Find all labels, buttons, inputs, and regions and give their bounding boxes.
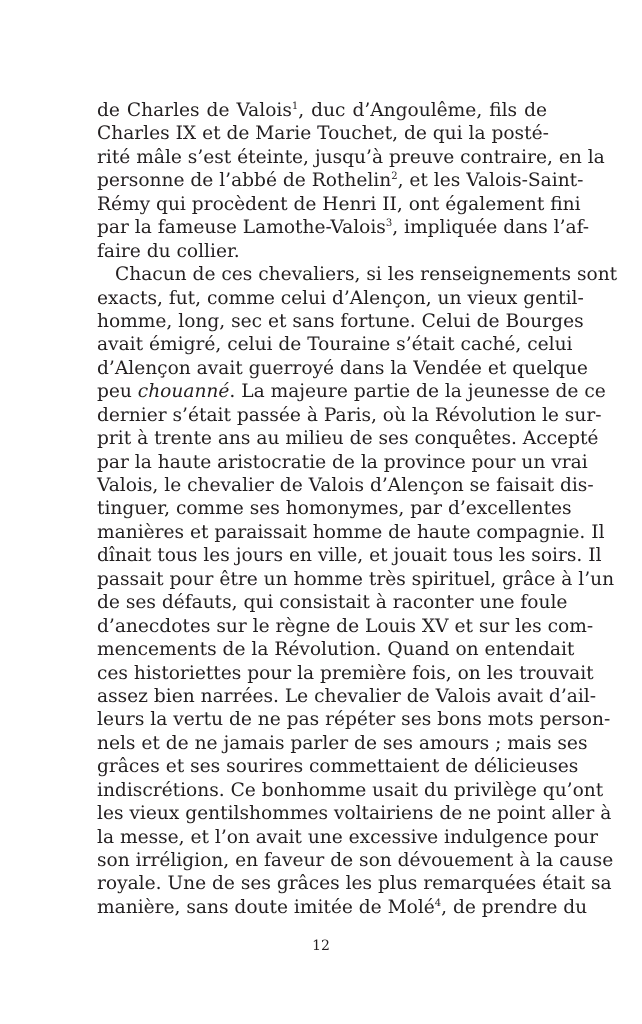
- text-line: [97, 216, 590, 239]
- text-run: d’Alençon avait guerroyé dans la Vendée et quelque: [97, 357, 588, 379]
- text-run: , et les Valois-Saint-: [397, 170, 584, 192]
- text-line: [97, 708, 611, 731]
- text-run: grâces et ses sourires commettaient de délicieuses: [97, 756, 579, 778]
- text-run: de ses défauts, qui consistait à raconter une foule: [97, 592, 568, 614]
- text-run: manières et paraissait homme de haute compagnie. Il: [97, 521, 605, 543]
- text-run: tinguer, comme ses homonymes, par d’excellentes: [97, 498, 572, 520]
- text-run: , impliquée dans l’af-: [392, 217, 590, 239]
- text-line: [97, 193, 581, 216]
- text-run: Valois, le chevalier de Valois d’Alençon se faisait dis-: [97, 475, 594, 496]
- text-line: [97, 755, 579, 778]
- text-line: [97, 521, 605, 544]
- text-line: [97, 638, 575, 661]
- text-run: indiscrétions. Ce bonhomme usait du privilège qu’ont: [97, 779, 604, 801]
- text-line: [97, 826, 598, 849]
- text-run: faire du collier.: [97, 240, 240, 262]
- body-text: [97, 99, 618, 919]
- text-line: [97, 310, 584, 333]
- text-line: [97, 451, 588, 474]
- paragraph: [97, 99, 605, 263]
- text-run: Chacun de ces chevaliers, si les renseignements sont: [115, 264, 618, 286]
- text-line: [97, 240, 547, 263]
- text-run: exacts, fut, comme celui d’Alençon, un vieux gentil-: [97, 287, 584, 309]
- text-line: [97, 568, 615, 591]
- text-line: [97, 380, 606, 403]
- text-line: [97, 662, 594, 685]
- text-run: mencements de la Révolution. Quand on entendait: [97, 639, 575, 661]
- text-run: . La majeure partie de la jeunesse de ce: [229, 381, 606, 403]
- text-line: [97, 544, 602, 567]
- text-run: les vieux gentilshommes voltairiens de ne point aller à: [97, 803, 612, 825]
- text-line: [97, 404, 602, 427]
- italic-word: chouanné: [137, 381, 230, 403]
- text-line: [97, 591, 568, 614]
- text-run: dernier s’était passée à Paris, où la Révolution le sur-: [97, 404, 602, 426]
- footnote-ref: 4: [434, 897, 442, 909]
- text-line: [97, 169, 584, 192]
- page-number: 12: [312, 938, 330, 954]
- text-run: ces historiettes pour la première fois, on les trouvait: [97, 662, 594, 684]
- text-run: la messe, et l’on avait une excessive indulgence pour: [97, 826, 598, 848]
- text-run: manière, sans doute imitée de Molé: [97, 896, 435, 918]
- text-line: [97, 99, 547, 122]
- text-line: [97, 263, 618, 286]
- text-run: par la haute aristocratie de la province pour un vrai: [97, 451, 588, 473]
- text-line: [97, 779, 604, 802]
- text-line: [97, 732, 588, 755]
- text-line: [97, 802, 612, 825]
- text-run: assez bien narrées. Le chevalier de Valois avait d’ail-: [97, 685, 597, 707]
- text-run: son irréligion, en faveur de son dévouement à la cause: [97, 850, 614, 871]
- text-run: , de prendre du: [441, 896, 588, 918]
- text-line: [97, 427, 599, 450]
- text-line: [97, 685, 597, 708]
- text-run: personne de l’abbé de Rothelin: [97, 170, 392, 192]
- text-run: avait émigré, celui de Touraine s’était caché, celui: [97, 334, 573, 356]
- footnote-ref: 2: [391, 171, 398, 183]
- text-run: nels et de ne jamais parler de ses amours ; mais ses: [97, 732, 588, 754]
- text-line: [97, 872, 612, 895]
- text-line: [97, 357, 588, 380]
- text-run: de Charles de Valois: [97, 100, 292, 121]
- text-run: par la fameuse Lamothe-Valois: [97, 217, 386, 239]
- text-line: [97, 122, 547, 145]
- text-line: [97, 287, 584, 310]
- text-run: peu: [97, 381, 138, 403]
- paragraph: [97, 263, 618, 919]
- text-line: [97, 615, 594, 638]
- text-run: d’anecdotes sur le règne de Louis XV et sur les com-: [97, 615, 594, 637]
- text-run: passait pour être un homme très spirituel, grâce à l’un: [97, 568, 615, 590]
- text-run: prit à trente ans au milieu de ses conquêtes. Accepté: [97, 428, 599, 450]
- text-run: royale. Une de ses grâces les plus remarquées était sa: [97, 873, 612, 895]
- text-run: Rémy qui procèdent de Henri II, ont également fini: [97, 193, 581, 215]
- footnote-ref: 1: [291, 100, 299, 112]
- text-line: [97, 896, 588, 919]
- text-line: [97, 849, 614, 872]
- text-run: leurs la vertu de ne pas répéter ses bons mots person-: [97, 709, 611, 731]
- text-run: rité mâle s’est éteinte, jusqu’à preuve contraire, en la: [97, 146, 605, 168]
- text-run: homme, long, sec et sans fortune. Celui de Bourges: [97, 310, 584, 332]
- text-run: dînait tous les jours en ville, et jouait tous les soirs. Il: [97, 545, 602, 567]
- text-line: [97, 146, 605, 169]
- text-run: , duc d’Angoulême, fils de: [298, 100, 547, 121]
- footnote-ref: 3: [385, 218, 393, 229]
- text-run: Charles IX et de Marie Touchet, de qui la posté-: [97, 123, 549, 145]
- text-line: [97, 333, 573, 356]
- text-line: [97, 497, 572, 520]
- text-line: [97, 474, 594, 497]
